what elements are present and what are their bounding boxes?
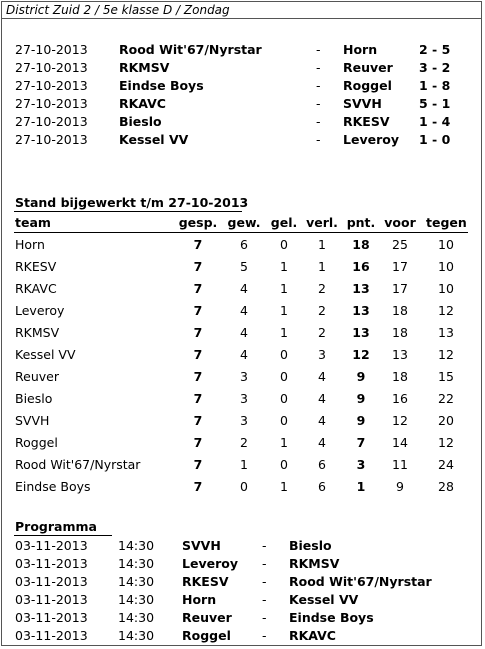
goals-for-value: 18 — [392, 325, 408, 340]
standings-header-divider — [14, 232, 468, 233]
goals-for-value: 18 — [392, 303, 408, 318]
points-value: 16 — [352, 259, 370, 274]
played-value: 7 — [193, 303, 203, 318]
programma-title-underline — [14, 535, 112, 536]
fixture-home-team: Roggel — [182, 628, 231, 643]
team-name: Reuver — [15, 369, 59, 384]
result-separator: - — [316, 96, 321, 111]
goals-for-value: 17 — [392, 259, 408, 274]
fixture-date: 03-11-2013 — [15, 538, 88, 553]
fixture-home-team: Horn — [182, 592, 217, 607]
drawn-value: 0 — [280, 457, 288, 472]
points-value: 18 — [352, 237, 370, 252]
points-value: 9 — [356, 413, 366, 428]
result-score: 1 - 0 — [419, 132, 451, 147]
goals-for-value: 16 — [392, 391, 408, 406]
team-name: Rood Wit'67/Nyrstar — [15, 457, 141, 472]
team-name: RKESV — [15, 259, 57, 274]
result-row — [2, 114, 481, 132]
team-name: Eindse Boys — [15, 479, 91, 494]
points-value: 1 — [356, 479, 366, 494]
lost-value: 1 — [318, 237, 326, 252]
fixture-separator: - — [262, 538, 267, 553]
fixture-separator: - — [262, 610, 267, 625]
result-date: 27-10-2013 — [15, 132, 88, 147]
played-value: 7 — [193, 479, 203, 494]
drawn-value: 0 — [280, 347, 288, 362]
drawn-value: 1 — [280, 303, 288, 318]
column-header-goals-against: tegen — [426, 215, 467, 230]
lost-value: 6 — [318, 457, 326, 472]
header-bar — [2, 2, 481, 19]
results-panel — [1, 1, 482, 646]
goals-against-value: 13 — [438, 325, 454, 340]
result-row — [2, 96, 481, 114]
result-separator: - — [316, 114, 321, 129]
result-date: 27-10-2013 — [15, 78, 88, 93]
column-header-team: team — [15, 215, 51, 230]
table-row — [2, 391, 481, 409]
won-value: 3 — [240, 369, 248, 384]
result-row — [2, 42, 481, 60]
result-score: 5 - 1 — [419, 96, 451, 111]
result-score: 3 - 2 — [419, 60, 451, 75]
played-value: 7 — [193, 281, 203, 296]
goals-for-value: 9 — [396, 479, 404, 494]
table-row — [2, 413, 481, 431]
won-value: 3 — [240, 391, 248, 406]
lost-value: 4 — [318, 391, 326, 406]
result-home-team: RKMSV — [119, 60, 170, 75]
goals-against-value: 12 — [438, 303, 454, 318]
fixture-away-team: Kessel VV — [289, 592, 359, 607]
goals-against-value: 24 — [438, 457, 454, 472]
table-row — [2, 325, 481, 343]
fixture-time: 14:30 — [118, 538, 155, 553]
played-value: 7 — [193, 259, 203, 274]
table-row — [2, 457, 481, 475]
played-value: 7 — [193, 435, 203, 450]
standings-header-row — [2, 215, 481, 233]
fixture-date: 03-11-2013 — [15, 628, 88, 643]
table-row — [2, 281, 481, 299]
table-row — [2, 303, 481, 321]
table-row — [2, 259, 481, 277]
goals-against-value: 10 — [438, 281, 454, 296]
lost-value: 4 — [318, 435, 326, 450]
fixture-separator: - — [262, 628, 267, 643]
result-score: 2 - 5 — [419, 42, 451, 57]
result-date: 27-10-2013 — [15, 96, 88, 111]
fixture-home-team: SVVH — [182, 538, 221, 553]
fixture-separator: - — [262, 556, 267, 571]
result-date: 27-10-2013 — [15, 42, 88, 57]
drawn-value: 0 — [280, 413, 288, 428]
table-row — [2, 479, 481, 497]
drawn-value: 1 — [280, 435, 288, 450]
played-value: 7 — [193, 347, 203, 362]
result-home-team: Rood Wit'67/Nyrstar — [119, 42, 262, 57]
column-header-played: gesp. — [178, 215, 218, 230]
drawn-value: 1 — [280, 479, 288, 494]
goals-for-value: 18 — [392, 369, 408, 384]
result-away-team: Leveroy — [343, 132, 399, 147]
fixture-home-team: RKESV — [182, 574, 229, 589]
points-value: 9 — [356, 369, 366, 384]
result-away-team: Horn — [343, 42, 378, 57]
lost-value: 4 — [318, 413, 326, 428]
fixture-row — [2, 574, 481, 592]
fixture-time: 14:30 — [118, 592, 155, 607]
played-value: 7 — [193, 237, 203, 252]
result-away-team: RKESV — [343, 114, 390, 129]
fixture-row — [2, 556, 481, 574]
team-name: RKAVC — [15, 281, 57, 296]
won-value: 5 — [240, 259, 248, 274]
result-date: 27-10-2013 — [15, 60, 88, 75]
fixture-home-team: Leveroy — [182, 556, 238, 571]
fixture-time: 14:30 — [118, 556, 155, 571]
goals-against-value: 15 — [438, 369, 454, 384]
goals-for-value: 11 — [392, 457, 408, 472]
points-value: 7 — [356, 435, 366, 450]
won-value: 4 — [240, 303, 248, 318]
goals-against-value: 10 — [438, 259, 454, 274]
won-value: 4 — [240, 325, 248, 340]
points-value: 13 — [352, 325, 370, 340]
table-row — [2, 347, 481, 365]
goals-against-value: 28 — [438, 479, 454, 494]
fixture-row — [2, 592, 481, 610]
fixture-row — [2, 538, 481, 556]
standings-title-underline — [14, 211, 242, 212]
team-name: SVVH — [15, 413, 50, 428]
lost-value: 2 — [318, 281, 326, 296]
drawn-value: 0 — [280, 369, 288, 384]
won-value: 3 — [240, 413, 248, 428]
result-row — [2, 60, 481, 78]
goals-against-value: 22 — [438, 391, 454, 406]
won-value: 6 — [240, 237, 248, 252]
goals-for-value: 17 — [392, 281, 408, 296]
fixture-time: 14:30 — [118, 610, 155, 625]
result-away-team: Roggel — [343, 78, 392, 93]
result-away-team: SVVH — [343, 96, 382, 111]
result-score: 1 - 8 — [419, 78, 451, 93]
goals-against-value: 20 — [438, 413, 454, 428]
fixture-date: 03-11-2013 — [15, 574, 88, 589]
fixture-date: 03-11-2013 — [15, 556, 88, 571]
result-home-team: Kessel VV — [119, 132, 189, 147]
won-value: 1 — [240, 457, 248, 472]
team-name: Kessel VV — [15, 347, 76, 362]
goals-against-value: 12 — [438, 435, 454, 450]
fixture-separator: - — [262, 574, 267, 589]
fixture-away-team: Rood Wit'67/Nyrstar — [289, 574, 432, 589]
won-value: 0 — [240, 479, 248, 494]
team-name: Roggel — [15, 435, 58, 450]
team-name: Bieslo — [15, 391, 53, 406]
points-value: 13 — [352, 303, 370, 318]
played-value: 7 — [193, 457, 203, 472]
fixture-time: 14:30 — [118, 574, 155, 589]
goals-against-value: 12 — [438, 347, 454, 362]
lost-value: 1 — [318, 259, 326, 274]
fixture-away-team: RKMSV — [289, 556, 340, 571]
result-home-team: Eindse Boys — [119, 78, 204, 93]
fixture-separator: - — [262, 592, 267, 607]
lost-value: 2 — [318, 303, 326, 318]
drawn-value: 0 — [280, 237, 288, 252]
drawn-value: 0 — [280, 391, 288, 406]
competition-title: District Zuid 2 / 5e klasse D / Zondag — [6, 3, 230, 17]
result-separator: - — [316, 78, 321, 93]
won-value: 4 — [240, 347, 248, 362]
played-value: 7 — [193, 391, 203, 406]
fixture-time: 14:30 — [118, 628, 155, 643]
result-date: 27-10-2013 — [15, 114, 88, 129]
points-value: 9 — [356, 391, 366, 406]
lost-value: 3 — [318, 347, 326, 362]
result-home-team: Bieslo — [119, 114, 162, 129]
result-row — [2, 132, 481, 150]
programma-title: Programma — [15, 519, 97, 534]
goals-for-value: 13 — [392, 347, 408, 362]
column-header-points: pnt. — [346, 215, 376, 230]
played-value: 7 — [193, 325, 203, 340]
result-separator: - — [316, 132, 321, 147]
drawn-value: 1 — [280, 259, 288, 274]
won-value: 4 — [240, 281, 248, 296]
team-name: Leveroy — [15, 303, 65, 318]
result-row — [2, 78, 481, 96]
table-row — [2, 435, 481, 453]
played-value: 7 — [193, 369, 203, 384]
points-value: 12 — [352, 347, 370, 362]
table-row — [2, 369, 481, 387]
goals-for-value: 12 — [392, 413, 408, 428]
team-name: RKMSV — [15, 325, 60, 340]
drawn-value: 1 — [280, 325, 288, 340]
points-value: 3 — [356, 457, 366, 472]
played-value: 7 — [193, 413, 203, 428]
fixture-row — [2, 628, 481, 646]
lost-value: 2 — [318, 325, 326, 340]
lost-value: 6 — [318, 479, 326, 494]
column-header-lost: verl. — [306, 215, 338, 230]
table-row — [2, 237, 481, 255]
result-separator: - — [316, 60, 321, 75]
result-away-team: Reuver — [343, 60, 393, 75]
fixture-home-team: Reuver — [182, 610, 232, 625]
goals-against-value: 10 — [438, 237, 454, 252]
column-header-drawn: gel. — [270, 215, 298, 230]
goals-for-value: 25 — [392, 237, 408, 252]
fixture-date: 03-11-2013 — [15, 592, 88, 607]
won-value: 2 — [240, 435, 248, 450]
column-header-won: gew. — [227, 215, 261, 230]
fixture-away-team: Eindse Boys — [289, 610, 374, 625]
column-header-goals-for: voor — [384, 215, 416, 230]
result-score: 1 - 4 — [419, 114, 451, 129]
goals-for-value: 14 — [392, 435, 408, 450]
team-name: Horn — [15, 237, 45, 252]
fixture-date: 03-11-2013 — [15, 610, 88, 625]
result-separator: - — [316, 42, 321, 57]
lost-value: 4 — [318, 369, 326, 384]
drawn-value: 1 — [280, 281, 288, 296]
fixture-away-team: RKAVC — [289, 628, 336, 643]
result-home-team: RKAVC — [119, 96, 166, 111]
standings-title: Stand bijgewerkt t/m 27-10-2013 — [15, 195, 249, 210]
fixture-row — [2, 610, 481, 628]
points-value: 13 — [352, 281, 370, 296]
fixture-away-team: Bieslo — [289, 538, 332, 553]
